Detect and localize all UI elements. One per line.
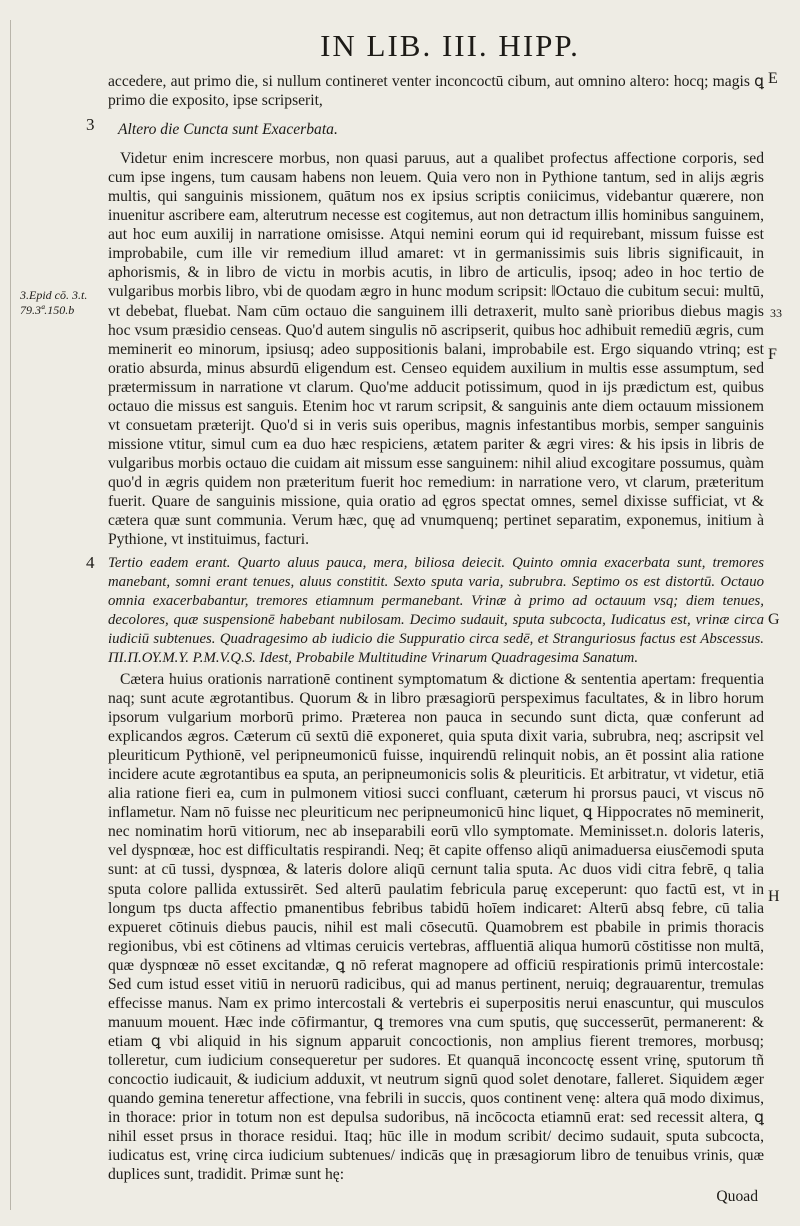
- running-title: IN LIB. III. HIPP.: [320, 28, 580, 63]
- margin-letter-f: F: [768, 346, 777, 363]
- section-number-4: 4: [86, 553, 95, 572]
- main-text: [108, 72, 764, 549]
- lemma-4: [108, 554, 764, 669]
- commentary-2: [108, 670, 764, 1184]
- section-number-3: 3: [86, 115, 95, 134]
- margin-mark: 33: [770, 306, 782, 320]
- commentary-paragraph: Cætera huius orationis narrationē continent symptomatum & dictione & sententia apertam: frequentia naq; sunt acute ægrotantibus. Quorum & in libro præsagiorū perspeximus facultates, & in libro horum ipsorum vulgarium morborū primo. Præterea non pauca in secundo sunt dicta, quæ conferunt ad explicandos ægros. Cæterum cū sextū diē exponeret, quia sputa dixit varia, subrubra, neq; ascripsit vel pleuriticum Pythionē, vel peripneumonicū fuisse, inquirendū relinquit nobis, an ēt possint alia ratione incidere acute ægrotantibus ea sputa, an peripneumonicis solis & pleuriticis. Et arbitratur, vt videtur, etiā alia ratione fieri ea, cum in pulmonem vitiosi succi confluant, cæterum hi prorsus pauci, vt viscus nō inflametur. Nam nō fuisse nec pleuriticum nec peripneumonicū hinc liquet, ꝗ Hippocrates nō meminerit, nec nominatim horū vitiorum, nec ab inseparabili eorū vllo symptomate. Meminisset.n. doloris lateris, vel dyspnœæ, hoc est difficultatis respirandi. Neq; ēt capite offenso aliqū animaduersa eiusc̄emodi sputa sunt: at cū tussi, dyspnœa, & lateris dolore aliqū cernunt talia sputa. Ac duos vidi citra febrē, q talia sputa colore pallida extussirēt. Sed alterū paulatim febricula paruę exceperunt: quo factū est, vt in longum tps ducta affectio pmanentibus febribus tabidū hoīem indicaret: Alterū absq febre, cū talia expueret cōtinuis diebus paucis, nihil est mali cōsecutū. Quamobrem est pbabile in primis thoracis regionibus, vbi est cōtinens ad vltimas ceruicis vertebras, affluentiā aliqua humorū cōstitisse non multā, quæ dyspnœæ nō esset excitandæ, ꝗ nō referat magnopere ad officiū respirationis primū intercostale: Sed cum istud esset vitiū in neruorū radicibus, qui ad manus pertinent, neruiq; degrauarentur, tremulas effecisse manus. Nam ex primo intercostali & vertebris ei superpositis nerui enascuntur, qui musculos manuum mouent. Hæc inde cōfirmantur, ꝗ tremores vna cum sputis, quę successerūt, permanerent: & etiam ꝗ vbi aliquid in his signum apparuit concoctionis, non amplius fierent tremores, morbusq; tolleretur, cum iudicium consequeretur per sudores. Et quanquā inconcoctę essent vrinę, sputorum tñ concoctio iudicauit, & iudicium adduxit, vt neutrum signū quod solet denotare, falleret. Siquidem æger quando gemina teneretur affectione, vna febrili in succis, quos continent venę: altera quā modo diximus, in thorace: prior in totum non est depulsa sudoribus, nā incōcocta etiamnū erat: sed recessit altera, ꝗ nihil esset prsus in thorace residui. Itaq; hūc ille in modum scribit/ decimo sudauit, sputa subcocta, iudicatus est, vrinę circa iudicium subtenues/ indicās quę in præsagiorum libro de tenuibus vrinis, quæ duplices sunt, tradidit. Primæ sunt hę:: [108, 671, 764, 1184]
- lemma-4-text: Tertio eadem erant. Quarto aluus pauca, mera, biliosa deiecit. Quinto omnia exacerbata sunt, tremores manebant, somni erant tenues, aluus constitit. Sexto sputa varia, subrubra. Septimo os est distortū. Octauo omnia exacerbabantur, tremores etiamnum permanebant. Vrinæ à primo ad octauum vsq; diem tenues, decolores, quæ suspensionē habebant nubilosam. Decimo sudauit, sputa subcocta, Iudicatus est, vrinæ circa iudiciū subtenues. Quadragesimo ab iudicio die Suppuratio circa sedē, et Stranguriosus factus est Abscessus. ΠΙ.Π.ΟΥ.Μ.Υ. P.M.V.Q.S. Idest, Probabile Multitudine Vrinarum Quadragesima Sanatum.: [108, 555, 764, 667]
- margin-letter-e: E: [768, 70, 778, 87]
- margin-reference: [20, 288, 87, 318]
- opening-lines: accedere, aut primo die, si nullum contineret venter inconcoctū cibum, aut omnino altero: hocq; magis ꝗ primo die exposito, ipse scripserit,: [108, 73, 764, 110]
- page-edge-rule: [10, 20, 11, 1210]
- lemma-3: Altero die Cuncta sunt Exacerbata.: [118, 121, 338, 139]
- catchword: Quoad: [716, 1188, 758, 1205]
- margin-reference-line: 79.3ª.150.b: [20, 303, 75, 317]
- margin-letter-h: H: [768, 888, 780, 905]
- margin-reference-line: 3.Epid cō. 3.t.: [20, 288, 88, 302]
- commentary-paragraph: Videtur enim increscere morbus, non quasi paruus, aut a qualibet profectus affectione corporis, sed cum ipse ingens, tum causam habens non leuem. Quia vero non in Pythione tantum, sed in alijs ægris multis, qui sanguinis missionem, quātum nos ex ipsius scriptis coniicimus, videbantur quærere, non inuenitur ascribere eam, alterutrum necesse est cogitemus, aut non detractum illis hominibus sanguinem, aut hoc eum auxilij in narratione omisisse. Atqui nemini eorum qui id requirebant, missum fuisse est improbabile, cum ille vir remedium illud amaret: vt in germanissimis suis libris significauit, in aphorismis, & in libro de victu in morbis acutis, in libro de articulis, ipsoq; adeo in hoc tertio de vulgaribus morbis libro, vbi de quodam ægro in hunc modum scripsit: ‖Octauo die cubitum secui: multū, vt debebat, fluebat. Nam cūm octauo die sanguinem illi detraxerit, multo sanè prioribus diebus magis hoc vsum præsidio censeas. Quo'd autem singulis nō ascripserit, quibus hoc adhibuit remediū ægris, cum meminerit eo minorum, ipsiusq; adeo suppositionis balani, improbabile est. Ergo siquando vtrinq; est oratio absurda, minus absurdū eligendum est. Censeo equidem auxilium in multis esse assumptum, sed prætermissum in narratione vt clarum. Quo'me adducit potissimum, quod in ijs prædictum est, quibus octauo die missus est sanguis. Etenim hoc vt rarum scripsit, & sanguinis ante diem octauum missionem vt consuetam præterijt. Quo'd si in veris suis operibus, magnis infestantibus morbis, semper sanguinis missione vtitur, simul cum ea duo hæc respiciens, ætatem pariter & ægri vires: & his ipsis in libris de vulgaribus morbis octauo die cuidam ait missum esse sanguinem: nihil aliud excogitare possumus, quàm quo'd in ægris quidem non præteritum fuerit hoc remedium: in narratione vero, vt clarum, præteritum fuerit. Quare de sanguinis missione, quia oratio ad ęgros spectat omnes, semel dixisse sufficiat, vt & cætera quæ sunt communia. Verum hæc, quę ad vnumquenq; pertinet separatim, exponemus, initium à Pythione, vt instituimus, facturi.: [108, 150, 764, 549]
- margin-letter-g: G: [768, 611, 780, 628]
